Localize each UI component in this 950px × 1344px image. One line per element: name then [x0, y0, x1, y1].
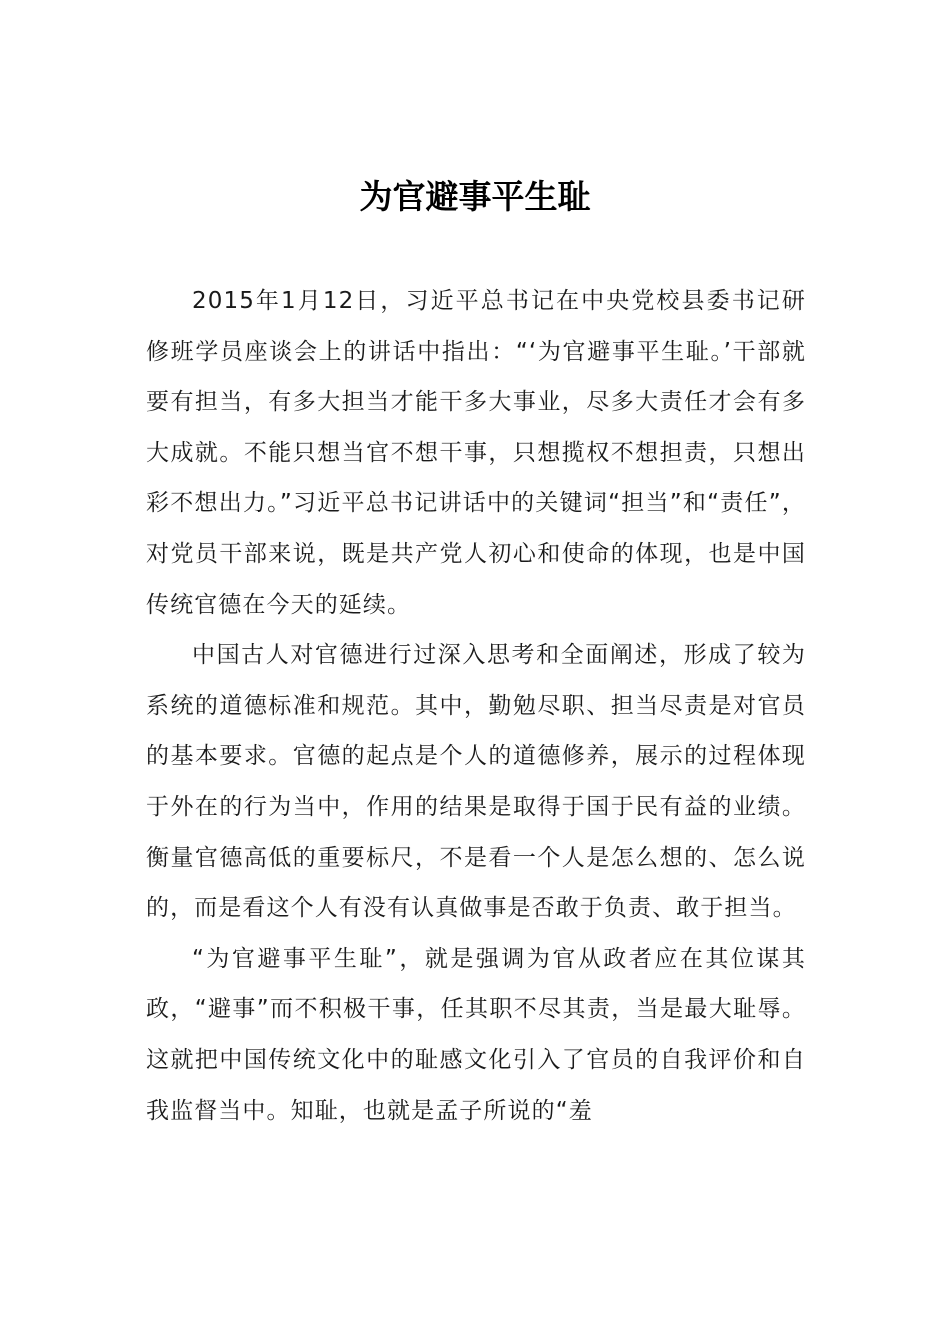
paragraph-3: “为官避事平生耻”，就是强调为官从政者应在其位谋其政，“避事”而不积极干事，任其职不尽其责，当是最大耻辱。这就把中国传统文化中的耻感文化引入了官员的自我评价和自我监督当中。知耻，也就是孟子所说的“羞	[146, 945, 806, 1124]
document-body	[146, 276, 806, 1136]
paragraph-1: 2015年1月12日，习近平总书记在中央党校县委书记研修班学员座谈会上的讲话中指出：“‘为官避事平生耻。’干部就要有担当，有多大担当才能干多大事业，尽多大责任才会有多大成就。不能只想当官不想干事，只想揽权不想担责，只想出彩不想出力。”习近平总书记讲话中的关键词“担当”和“责任”，对党员干部来说，既是共产党人初心和使命的体现，也是中国传统官德在今天的延续。	[146, 288, 806, 618]
paragraph-2: 中国古人对官德进行过深入思考和全面阐述，形成了较为系统的道德标准和规范。其中，勤勉尽职、担当尽责是对官员的基本要求。官德的起点是个人的道德修养，展示的过程体现于外在的行为当中，作用的结果是取得于国于民有益的业绩。衡量官德高低的重要标尺，不是看一个人是怎么想的、怎么说的，而是看这个人有没有认真做事是否敢于负责、敢于担当。	[146, 642, 806, 922]
document-title: 为官避事平生耻	[359, 177, 591, 216]
